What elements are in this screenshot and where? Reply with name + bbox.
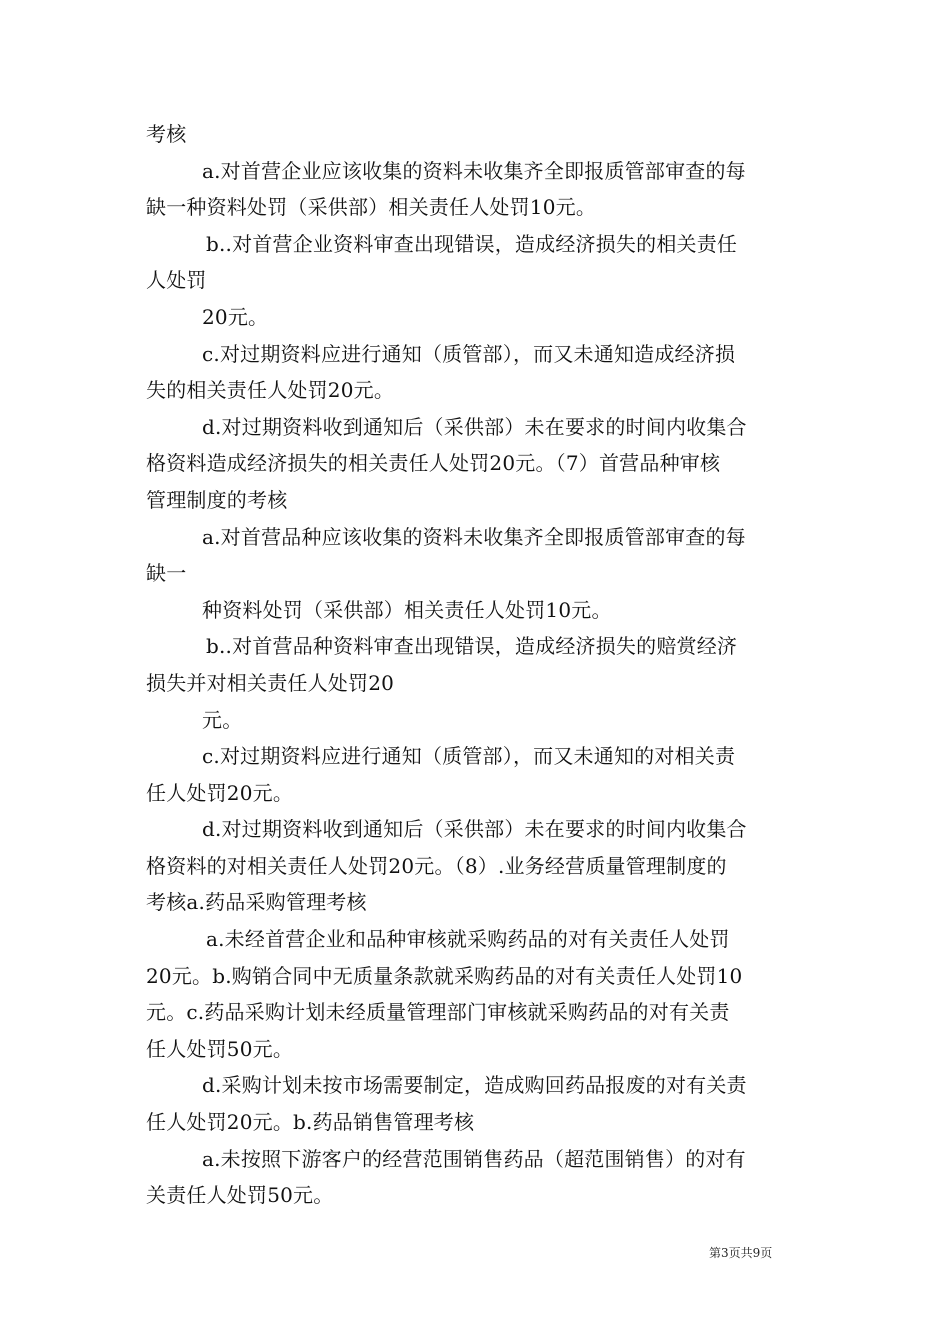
text-line: c.对过期资料应进行通知（质管部），而又未通知造成经济损 — [202, 341, 736, 366]
text-line: c.对过期资料应进行通知（质管部），而又未通知的对相关责 — [202, 744, 736, 769]
text-line: 考核a.药品采购管理考核 — [146, 890, 367, 915]
text-line: 元。 — [202, 707, 243, 732]
text-line: 20元。 — [202, 304, 269, 329]
text-line: d.对过期资料收到通知后（采供部）未在要求的时间内收集合 — [202, 414, 747, 439]
text-line: 考核 — [146, 122, 187, 146]
text-line: a.未按照下游客户的经营范围销售药品（超范围销售）的对有 — [202, 1146, 746, 1171]
text-line: 种资料处罚（采供部）相关责任人处罚10元。 — [202, 597, 612, 622]
text-line: 格资料的对相关责任人处罚20元。（8）.业务经营质量管理制度的 — [146, 853, 727, 878]
text-line: d.采购计划未按市场需要制定，造成购回药品报废的对有关责 — [202, 1073, 747, 1098]
text-line: d.对过期资料收到通知后（采供部）未在要求的时间内收集合 — [202, 817, 747, 842]
text-line: 格资料造成经济损失的相关责任人处罚20元。（7）首营品种审核 — [146, 451, 721, 476]
text-line: 管理制度的考核 — [146, 487, 288, 512]
page-number: 第3页共9页 — [709, 1246, 773, 1260]
text-line: b..对首营品种资料审查出现错误，造成经济损失的赔赏经济 — [206, 634, 738, 659]
text-line: 20元。b.购销合同中无质量条款就采购药品的对有关责任人处罚10 — [146, 963, 743, 988]
text-line: 人处罚 — [146, 268, 207, 293]
text-line: 失的相关责任人处罚20元。 — [146, 378, 395, 403]
text-line: 任人处罚50元。 — [146, 1036, 294, 1061]
text-line: 损失并对相关责任人处罚20 — [146, 670, 395, 695]
text-line: 元。c.药品采购计划未经质量管理部门审核就采购药品的对有关责 — [146, 1000, 730, 1025]
text-line: 关责任人处罚50元。 — [146, 1183, 334, 1208]
text-line: 任人处罚20元。b.药品销售管理考核 — [146, 1110, 475, 1135]
text-line: a.未经首营企业和品种审核就采购药品的对有关责任人处罚 — [206, 927, 730, 952]
text-line: 任人处罚20元。 — [146, 780, 294, 805]
text-line: b..对首营企业资料审查出现错误，造成经济损失的相关责任 — [206, 231, 738, 256]
document-body — [146, 116, 811, 1214]
text-line: a.对首营品种应该收集的资料未收集齐全即报质管部审查的每 — [202, 524, 746, 549]
text-line: 缺一 — [146, 561, 187, 586]
text-line: 缺一种资料处罚（采供部）相关责任人处罚10元。 — [146, 195, 597, 220]
text-line: a.对首营企业应该收集的资料未收集齐全即报质管部审查的每 — [202, 158, 746, 183]
